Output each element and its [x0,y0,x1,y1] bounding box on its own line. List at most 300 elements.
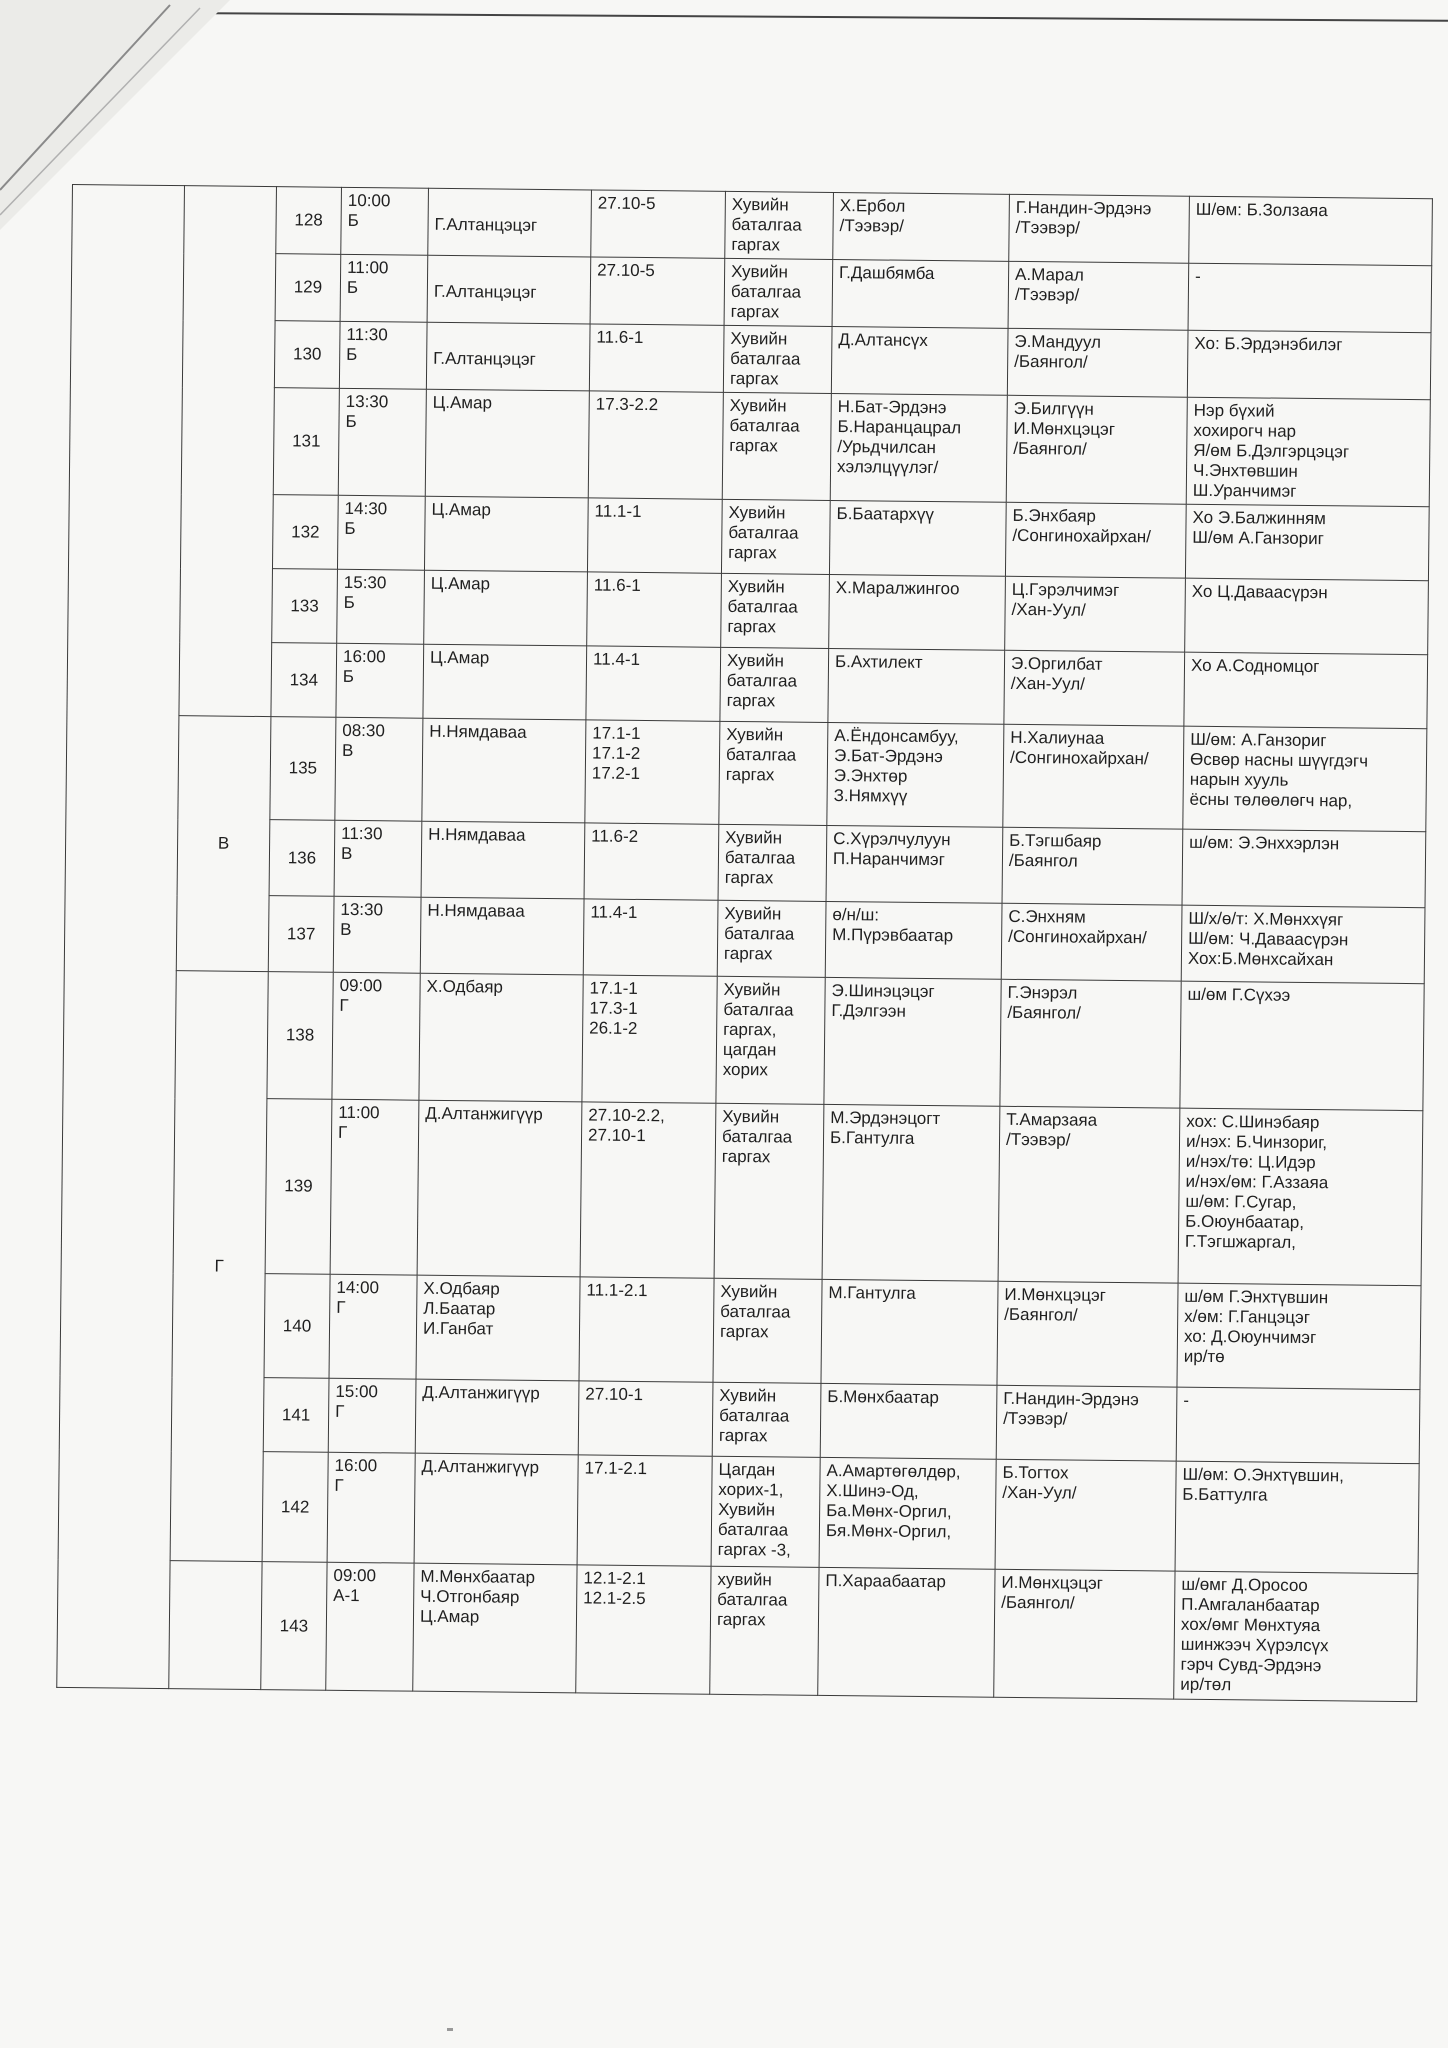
article-cell [585,720,720,824]
action-cell-line: Хувийн [722,1106,780,1127]
article-cell [579,1277,714,1382]
article-cell-line: 11.1-1 [594,501,642,521]
participants-cell-line: Ш/өм: О.Энхтүвшин, [1182,1464,1344,1486]
action-cell-line: гаргах [721,1146,771,1167]
article-cell [590,257,725,325]
participants-cell-line: Г.Тэгшжаргал, [1184,1231,1297,1252]
participants-cell-line: хох/өмг Мөнхтуяа [1180,1614,1321,1636]
participants-cell-line: ш/өм: Э.Энххэрлэн [1189,832,1340,854]
judge-cell [422,718,586,823]
participants-cell [1174,1571,1418,1702]
accused-cell-line: ө/н/ш: [832,905,880,925]
prosecutor-cell-line: /Сонгинохайрхан/ [1012,525,1152,547]
prosecutor-cell-line: /Хан-Уул/ [1002,1482,1077,1503]
accused-cell [832,259,1009,328]
article-cell-line: 27.10-5 [597,260,655,281]
accused-cell [833,192,1010,261]
accused-cell-line: /Тээвэр/ [839,216,905,236]
participants-cell-line: Нэр бүхий [1193,400,1275,421]
time-room-cell [341,187,429,255]
accused-cell [820,1383,997,1459]
participants-cell-line: Б.Баттулга [1182,1484,1268,1505]
prosecutor-cell-line: И.Мөнхцэцэг [1013,418,1116,439]
prosecutor-cell-line: И.Мөнхцэцэг [1001,1572,1103,1593]
case-number: 130 [274,321,340,389]
judge-cell [415,1379,579,1455]
article-cell-line: 17.1-2 [591,743,641,763]
article-cell [577,1455,712,1566]
accused-cell-line: Х.Маралжингоо [835,578,960,599]
group-cell [169,1561,262,1690]
article-cell-line: 17.2-1 [591,763,641,783]
prosecutor-cell [996,1385,1177,1461]
article-cell [582,975,717,1103]
judge-cell-line: Ц.Амар [429,647,490,668]
participants-cell-line: шинжээч Хүрэлсүх [1180,1634,1329,1656]
article-cell [589,324,724,392]
action-cell-line: Хувийн [718,1499,776,1520]
judge-cell [428,188,592,257]
courtroom: Г [337,1122,348,1142]
participants-cell-line: Ч.Энхтөвшин [1192,460,1298,481]
table-row [68,566,1429,654]
prosecutor-cell-line: /Хан-Уул/ [1011,599,1086,620]
participants-cell [1175,1461,1419,1574]
judge-cell [417,1100,582,1277]
prosecutor-cell-line: /Тээвэр/ [1015,217,1081,238]
participants-cell-line: ш/өмг Д.Оросоо [1181,1574,1308,1596]
action-cell-line: гаргах [724,867,774,888]
participants-cell-line: Хох:Б.Мөнхсайхан [1187,948,1334,970]
action-cell-line: баталгаа [726,670,798,691]
judge-cell-line: Д.Алтанжигүүр [422,1382,540,1403]
action-cell-line: баталгаа [727,596,798,617]
table-row [66,714,1427,831]
article-cell [580,1102,716,1278]
prosecutor-cell [1009,194,1190,263]
participants-cell-line: и/нэх/тө: Ц.Идэр [1185,1151,1316,1173]
court-schedule-table [56,184,1433,1702]
participants-cell [1186,397,1430,507]
accused-cell [828,648,1005,724]
time-room-cell [327,1452,415,1563]
prosecutor-cell-line: С.Энхням [1008,906,1086,927]
hearing-time: 13:30 [345,391,389,412]
accused-cell-line: хэлэлцүүлэг/ [836,457,939,478]
accused-cell-line: Б.Гантулга [829,1127,915,1148]
prosecutor-cell-line: Б.Энхбаяр [1012,505,1096,526]
case-number: 136 [269,820,335,897]
prosecutor-cell [995,1459,1176,1571]
hearing-time: 14:00 [336,1277,380,1298]
accused-cell-line: Г.Дэлгээн [831,1000,907,1021]
action-cell-line: Хувийн [726,724,784,745]
action-cell [711,1456,820,1567]
article-cell-line: 26.1-2 [589,1018,638,1038]
prosecutor-cell-line: Н.Халиунаа [1010,727,1105,748]
table-row [59,1375,1420,1463]
courtroom: Б [342,666,355,686]
hearing-time: 10:00 [347,190,391,211]
hearing-time: 14:30 [344,498,388,519]
action-cell-line: баталгаа [730,348,801,369]
participants-cell [1182,829,1426,908]
participants-cell-line: ш/өм Г.Сүхээ [1187,984,1291,1005]
case-number: 133 [272,569,338,644]
action-cell-line: гаргах [728,542,777,563]
accused-cell-line: Э.Шинэцэцэг [831,980,935,1002]
participants-cell [1185,504,1429,581]
participants-cell-line: хох: С.Шинэбаяр [1186,1111,1320,1133]
article-cell-line: 12.1-2.1 [583,1568,646,1589]
participants-cell-line: хохирогч нар [1193,420,1297,441]
judge-cell-line: Ц.Амар [432,392,493,413]
group-cell: В [176,716,271,972]
action-cell-line: хорих-1, [718,1479,784,1500]
action-cell-line: гаргах, [723,1019,777,1040]
action-cell [721,499,830,574]
scan-dust-mark [447,2028,453,2031]
action-cell-line: баталгаа [728,522,799,543]
judge-cell [425,389,589,498]
action-cell-line: гаргах [729,435,778,456]
courtroom: Г [334,1475,344,1495]
judge-cell-line: Н.Нямдаваа [428,824,526,845]
judge-cell-line: Ц.Амар [419,1606,480,1627]
participants-cell [1183,726,1427,832]
accused-cell-line: М.Пүрэвбаатар [832,925,954,946]
accused-cell-line: Б.Баатархүү [836,504,935,525]
prosecutor-cell [1004,650,1185,726]
case-number: 138 [267,972,333,1100]
article-cell-line: 12.1-2.5 [583,1588,646,1609]
hearing-time: 09:00 [339,975,383,996]
case-number: 142 [262,1452,328,1563]
action-cell-line: Хувийн [723,979,781,1000]
participants-cell [1185,578,1429,655]
prosecutor-cell-line: Э.Оргилбат [1010,653,1103,674]
hearing-time: 16:00 [342,646,386,667]
action-cell [721,573,830,648]
article-cell-line: 11.6-1 [593,575,641,595]
action-cell-line: гаргах [730,301,780,322]
prosecutor-cell-line: /Тээвэр/ [1005,1129,1071,1150]
hearing-time: 11:30 [346,324,388,345]
prosecutor-cell-line: Б.Тэгшбаяр [1009,830,1102,851]
time-room-cell [337,495,425,570]
prosecutor-cell [994,1569,1175,1699]
article-cell-line: 11.6-1 [596,327,644,347]
action-cell-line: Хувийн [726,650,785,671]
action-cell-line: баталгаа [720,1301,791,1322]
action-cell-line: гаргах [725,764,775,785]
table-row [57,1559,1418,1701]
participants-cell [1176,1387,1420,1464]
judge-cell-line: Н.Нямдаваа [427,900,525,921]
prosecutor-cell [1005,502,1186,578]
judge-cell [423,644,587,720]
judge-cell-line: Н.Нямдаваа [429,721,527,742]
action-cell-line: гаргах [729,368,779,389]
action-cell-line: баталгаа [724,847,796,868]
action-cell-line: гаргах [731,234,781,255]
action-cell [714,1103,824,1279]
accused-cell-line: З.Нямхүү [833,786,908,806]
prosecutor-cell-line: /Баянгол/ [1001,1592,1075,1613]
action-cell [723,325,832,393]
action-cell-line: гаргах [727,616,777,637]
action-cell [712,1382,821,1457]
article-cell [586,646,721,721]
participants-cell-line: Я/өм Б.Дэлгэрцэцэг [1193,440,1350,462]
accused-cell-line: Бя.Мөнх-Оргил, [825,1520,952,1542]
courtroom: В [341,740,354,760]
article-cell [576,1565,711,1694]
action-cell-line: гаргах [719,1321,769,1342]
action-cell-line: баталгаа [723,999,794,1020]
case-number: 139 [265,1099,332,1275]
judge-cell [413,1563,577,1693]
action-cell-line: хорих [722,1059,769,1080]
accused-cell [822,1104,1000,1281]
action-cell-line: гаргах [726,690,776,711]
prosecutor-cell-line: Э.Мандуул [1014,331,1102,352]
prosecutor-cell [1001,903,1182,981]
case-number: 134 [271,643,337,718]
judge-cell-line: Д.Алтанжигүүр [421,1456,540,1477]
table-row [69,385,1430,506]
article-cell-line: 27.10-5 [597,193,656,214]
article-cell-line: 27.10-2.2, [588,1105,665,1126]
courtroom: В [340,919,352,939]
case-number: 131 [273,388,339,496]
participants-cell-line: ёсны төлөөлөгч нар, [1189,789,1353,811]
accused-cell [831,326,1008,395]
accused-cell [821,1279,998,1385]
accused-cell [827,722,1004,827]
courtroom: А-1 [333,1585,360,1606]
participants-cell-line: - [1183,1390,1190,1410]
participants-cell-line: и/нэх: Б.Чинзориг, [1185,1131,1328,1153]
courtroom: Б [344,518,356,538]
action-cell [717,900,826,977]
time-room-cell [333,896,421,973]
participants-cell-line: Хо: Б.Эрдэнэбилэг [1194,333,1343,355]
prosecutor-cell-line: /Баянгол/ [1007,1002,1081,1023]
accused-cell-line: П.Хараабаатар [825,1570,947,1592]
action-cell-line: баталгаа [724,923,795,944]
participants-cell-line: Өсвөр насны шүүгдэгч [1189,749,1369,771]
hearing-time: 16:00 [334,1455,378,1476]
accused-cell [826,825,1003,903]
prosecutor-cell-line: Б.Тогтох [1002,1462,1069,1483]
action-cell-line: баталгаа [717,1519,789,1540]
courtroom: Б [343,592,355,612]
prosecutor-cell [998,1106,1180,1283]
hearing-time: 08:30 [342,720,385,741]
participants-cell-line: ир/тө [1183,1346,1225,1367]
action-cell [724,258,833,326]
judge-cell [416,1275,580,1381]
article-cell-line: 17.1-2.1 [584,1458,648,1479]
article-cell [587,498,722,573]
prosecutor-cell-line: /Тээвэр/ [1014,284,1080,305]
article-cell-line: 27.10-1 [587,1125,646,1146]
action-cell [713,1278,822,1383]
action-cell-line: хувийн [717,1569,772,1590]
judge-cell [424,496,588,572]
time-room-cell [329,1274,417,1379]
judge-cell-line: Л.Баатар [423,1298,496,1319]
article-cell-line: 17.3-2.2 [595,394,659,415]
accused-cell [829,500,1006,576]
action-cell-line: Хувийн [727,576,785,597]
left-margin-cell [57,185,185,1689]
table-row [68,492,1429,580]
action-cell-line: гаргах [723,943,773,964]
accused-cell-line: Х.Ербол [839,196,906,216]
action-cell-line: Цагдан [718,1459,776,1480]
accused-cell [829,574,1006,650]
judge-cell [421,821,585,899]
participants-cell-line: х/өм: Г.Ганцэцэг [1184,1306,1311,1328]
accused-cell-line: С.Хүрэлчулуун [833,829,951,850]
judge-cell-line: Г.Алтанцэцэг [433,281,537,302]
participants-cell-line: Ш/өм А.Ганзориг [1192,527,1325,549]
judge-cell [426,322,590,391]
scan-edge-line [170,12,1448,22]
time-room-cell [335,717,423,821]
judge-cell [419,973,583,1102]
participants-cell-line: нарын хууль [1189,769,1289,790]
time-room-cell [328,1378,416,1453]
action-cell-line: Хувийн [725,827,783,848]
action-cell [716,976,825,1104]
accused-cell-line: Б.Ахтилект [834,652,923,672]
accused-cell [824,977,1001,1106]
case-number: 143 [261,1562,327,1691]
accused-cell-line: Ба.Мөнх-Оргил, [826,1500,952,1522]
accused-cell-line: М.Гантулга [828,1282,916,1303]
judge-cell-line: Ч.Отгонбаяр [420,1586,520,1607]
prosecutor-cell-line: А.Марал [1015,264,1084,285]
action-cell-line: баталгаа [725,744,797,765]
prosecutor-cell-line: Э.Билгүүн [1013,398,1094,419]
table-row [65,817,1426,907]
action-cell-line: Хувийн [719,1385,777,1406]
accused-cell-line: Н.Бат-Эрдэнэ [837,397,947,418]
participants-cell [1184,652,1428,729]
time-room-cell [332,972,420,1100]
action-cell-line: баталгаа [729,415,800,436]
participants-cell-line: ир/төл [1180,1674,1232,1695]
prosecutor-cell-line: Ц.Гэрэлчимэг [1011,579,1120,600]
accused-cell [818,1567,995,1697]
action-cell-line: Хувийн [724,903,782,924]
article-cell [583,899,718,976]
action-cell-line: баталгаа [730,281,802,302]
hearing-time: 11:30 [341,823,383,844]
judge-cell [420,897,584,975]
participants-cell-line: Ш/х/ө/т: Х.Мөнххүяг [1188,908,1344,930]
time-room-cell [337,569,425,644]
prosecutor-cell-line: /Сонгинохайрхан/ [1009,747,1149,769]
article-cell [587,572,722,647]
participants-cell-line: Ш/өм: А.Ганзориг [1190,729,1327,751]
prosecutor-cell-line: /Баянгол/ [1013,438,1087,459]
table-row [60,1271,1421,1389]
case-number: 137 [268,896,334,973]
judge-cell-line: Ц.Амар [431,499,491,520]
action-cell [718,824,827,901]
participants-cell [1180,981,1424,1111]
action-cell [710,1566,819,1695]
accused-cell-line: Э.Бат-Эрдэнэ [833,746,943,767]
prosecutor-cell [1005,576,1186,652]
prosecutor-cell-line: /Баянгол/ [1004,1304,1078,1325]
article-cell-line: 11.4-1 [590,902,638,922]
hearing-time: 15:30 [343,572,387,593]
accused-cell [825,901,1002,979]
prosecutor-cell-line: /Баянгол/ [1014,351,1088,372]
participants-cell-line: Б.Оюунбаатар, [1185,1211,1305,1232]
action-cell-line: баталгаа [731,214,802,235]
prosecutor-cell-line: Г.Энэрэл [1007,982,1078,1003]
action-cell-line: гаргах -3, [717,1539,791,1560]
prosecutor-cell [1000,979,1181,1108]
participants-cell [1187,330,1431,400]
judge-cell [414,1453,578,1565]
prosecutor-cell-line: Г.Нандин-Эрдэнэ [1015,197,1152,219]
prosecutor-cell [1003,724,1184,829]
action-cell-line: Хувийн [730,328,788,349]
courtroom: Г [339,995,349,1015]
participants-cell-line: ш/өм Г.Энхтүвшин [1184,1286,1329,1308]
accused-cell-line: М.Эрдэнэцогт [830,1107,941,1129]
table-row [58,1449,1419,1573]
schedule-body [57,185,1433,1702]
time-room-cell [334,820,422,897]
prosecutor-cell-line: Т.Амарзаяа [1006,1109,1098,1130]
time-room-cell [336,643,424,718]
courtroom: Г [336,1297,346,1317]
article-cell-line: 11.4-1 [592,649,641,669]
article-cell-line: 17.3-1 [589,998,638,1018]
case-number: 128 [276,187,342,255]
action-cell-line: Хувийн [720,1281,778,1302]
participants-cell-line: Хо А.Содномцог [1190,655,1320,677]
accused-cell-line: А.Амартөгөлдөр, [826,1460,961,1482]
case-number: 129 [275,254,341,322]
prosecutor-cell [1008,261,1189,330]
participants-cell-line: ш/өм: Г.Сугар, [1185,1191,1297,1212]
participants-cell [1188,263,1432,333]
participants-cell-line: гэрч Сувд-Эрдэнэ [1180,1654,1322,1676]
judge-cell-line: Ц.Амар [430,573,491,594]
judge-cell-line: Х.Одбаяр [423,1278,500,1299]
article-cell-line: 11.1-2.1 [586,1280,648,1301]
hearing-time: 15:00 [335,1381,379,1402]
prosecutor-cell [1002,827,1183,905]
prosecutor-cell-line: /Хан-Уул/ [1010,673,1086,694]
judge-cell [427,255,591,324]
group-cell [179,186,277,717]
accused-cell-line: Б.Наранцацрал [837,417,962,438]
hearing-time: 13:30 [340,899,384,920]
accused-cell-line: П.Наранчимэг [832,849,945,870]
article-cell [584,823,719,900]
article-cell [591,190,726,258]
